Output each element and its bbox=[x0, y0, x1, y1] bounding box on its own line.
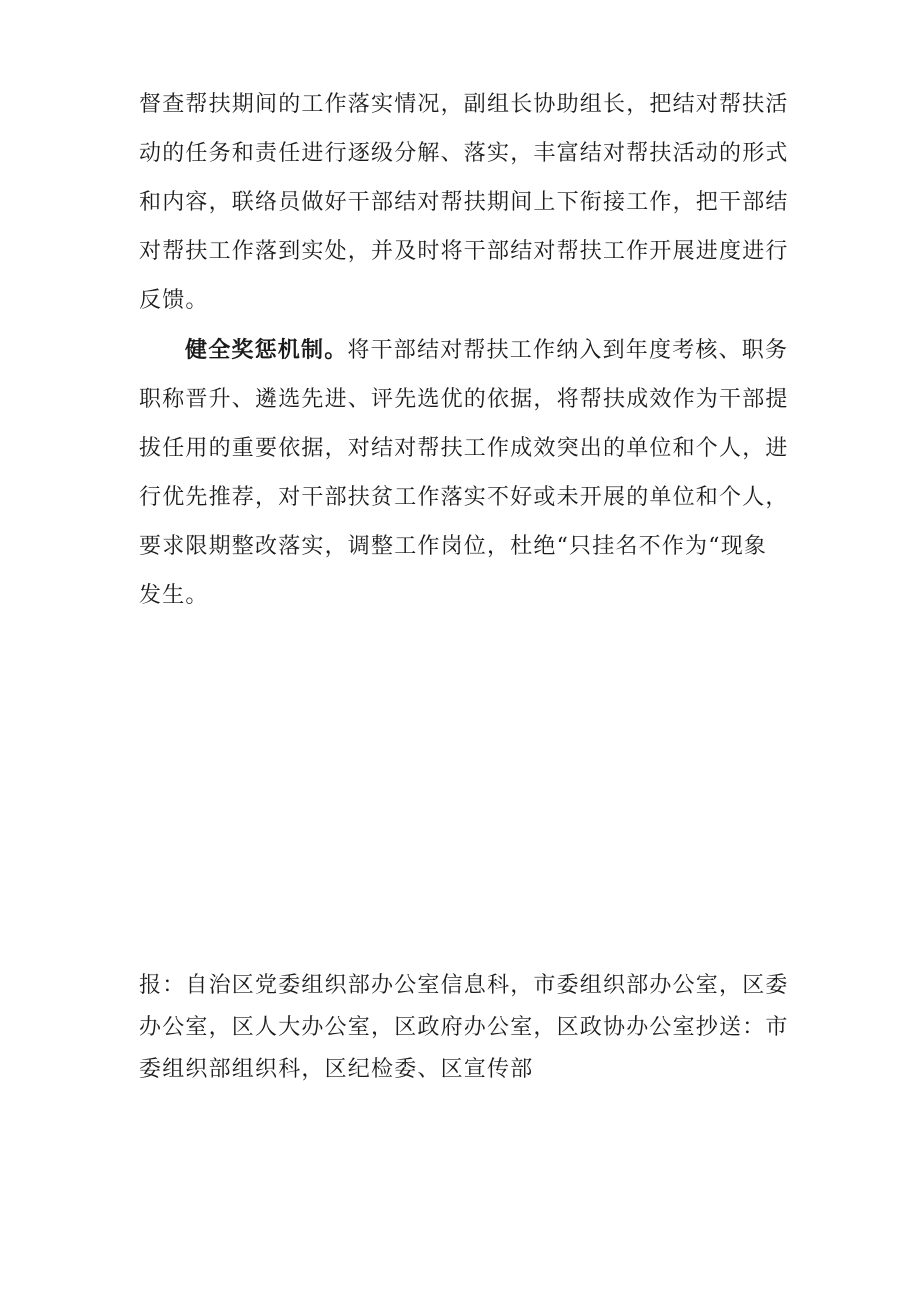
paragraph-supervision bbox=[139, 80, 789, 325]
text-line: 要求限期整改落实，调整工作岗位，杜绝“只挂名不作为“现象 bbox=[139, 534, 768, 559]
paragraph-heading: 健全奖惩机制。 bbox=[185, 337, 348, 363]
distribution-list bbox=[139, 965, 789, 1091]
paragraph-reward-punishment-cont bbox=[139, 375, 789, 620]
text-line: 职称晋升、遴选先进、评先选优的依据，将帮扶成效作为干部提 bbox=[139, 387, 789, 412]
distribution-line: 委组织部组织科，区纪检委、区宣传部 bbox=[139, 1057, 534, 1082]
text-line: 和内容，联络员做好干部结对帮扶期间上下衔接工作，把干部结 bbox=[139, 190, 789, 215]
paragraph-first-line-text: 将干部结对帮扶工作纳入到年度考核、职务 bbox=[347, 338, 789, 363]
text-line: 督查帮扶期间的工作落实情况，副组长协助组长，把结对帮扶活 bbox=[139, 92, 789, 117]
document-body bbox=[139, 80, 789, 620]
text-line: 动的任务和责任进行逐级分解、落实，丰富结对帮扶活动的形式 bbox=[139, 141, 789, 166]
text-line: 反馈。 bbox=[139, 288, 209, 313]
text-line: 拔任用的重要依据，对结对帮扶工作成效突出的单位和个人，进 bbox=[139, 436, 789, 461]
text-line bbox=[139, 326, 789, 375]
distribution-line: 办公室，区人大办公室，区政府办公室，区政协办公室抄送：市 bbox=[139, 1015, 789, 1040]
text-line: 发生。 bbox=[139, 583, 209, 608]
paragraph-reward-punishment bbox=[139, 326, 789, 375]
text-line: 行优先推荐，对干部扶贫工作落实不好或未开展的单位和个人， bbox=[139, 485, 789, 510]
text-line: 对帮扶工作落到实处，并及时将干部结对帮扶工作开展进度进行 bbox=[139, 239, 789, 264]
distribution-line: 报：自治区党委组织部办公室信息科，市委组织部办公室，区委 bbox=[139, 973, 789, 998]
